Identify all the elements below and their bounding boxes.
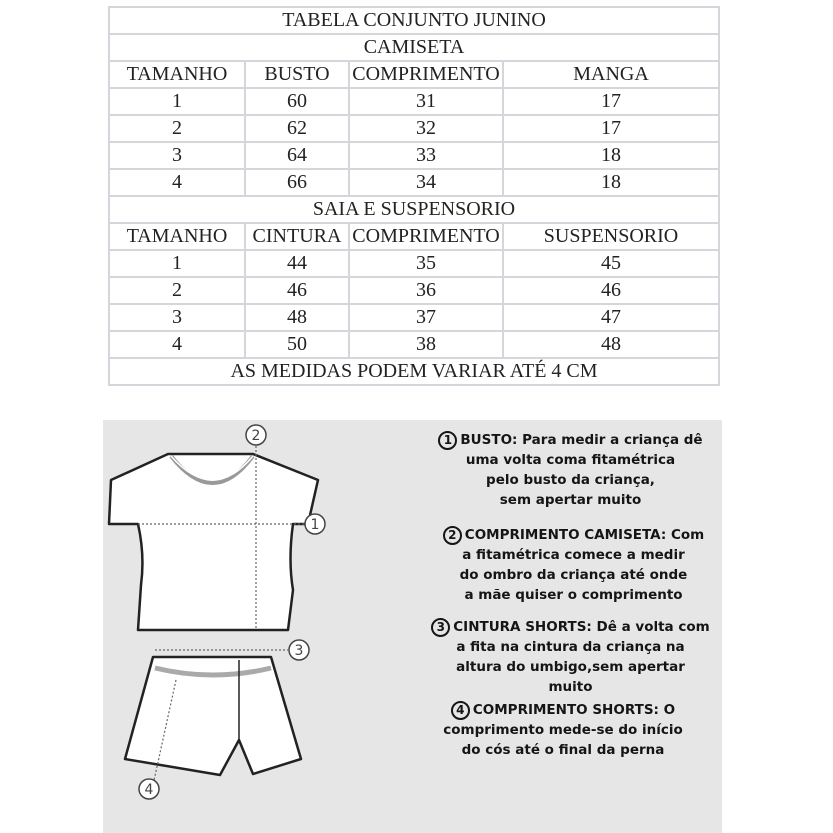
column-header: MANGA <box>503 61 719 88</box>
marker-1-label: 1 <box>310 517 320 533</box>
instruction-line: CINTURA SHORTS: Dê a volta com <box>453 619 710 635</box>
table-row <box>109 88 719 115</box>
measurement-guide-panel <box>103 420 722 833</box>
table-row <box>109 250 719 277</box>
instruction-line: sem apertar muito <box>499 492 642 508</box>
number-3-icon: 3 <box>431 618 450 637</box>
table-cell: 47 <box>503 304 719 331</box>
column-header: BUSTO <box>245 61 349 88</box>
instruction-line: COMPRIMENTO CAMISETA: Com <box>464 527 705 543</box>
table-row <box>109 115 719 142</box>
shirt-section-label: CAMISETA <box>109 34 719 61</box>
instruction-line: altura do umbigo,sem apertar <box>456 659 685 675</box>
number-1-icon: 1 <box>438 431 457 450</box>
instruction-line: a fita na cintura da criança na <box>456 639 685 655</box>
table-cell: 33 <box>349 142 503 169</box>
table-cell: 60 <box>245 88 349 115</box>
table-cell: 4 <box>109 331 245 358</box>
column-header: TAMANHO <box>109 223 245 250</box>
instruction-line: a mãe quiser o comprimento <box>464 587 683 603</box>
table-cell: 31 <box>349 88 503 115</box>
table-cell: 1 <box>109 88 245 115</box>
table-footnote: AS MEDIDAS PODEM VARIAR ATÉ 4 CM <box>109 358 719 385</box>
instruction-line: uma volta coma fitamétrica <box>465 452 676 468</box>
shirt-header-row <box>109 61 719 88</box>
instruction-waist <box>413 617 728 697</box>
table-cell: 3 <box>109 142 245 169</box>
table-cell: 17 <box>503 88 719 115</box>
marker-4-label: 4 <box>144 782 154 798</box>
table-cell: 2 <box>109 277 245 304</box>
table-cell: 2 <box>109 115 245 142</box>
table-cell: 32 <box>349 115 503 142</box>
table-cell: 38 <box>349 331 503 358</box>
table-cell: 44 <box>245 250 349 277</box>
table-row <box>109 169 719 196</box>
marker-2 <box>246 425 266 445</box>
table-row <box>109 304 719 331</box>
instruction-shorts-length <box>413 700 713 760</box>
table-cell: 48 <box>503 331 719 358</box>
table-cell: 62 <box>245 115 349 142</box>
instruction-line: comprimento mede-se do início <box>443 722 683 738</box>
instruction-line: pelo busto da criança, <box>486 472 655 488</box>
instruction-line: muito <box>548 679 593 695</box>
table-cell: 48 <box>245 304 349 331</box>
column-header: SUSPENSORIO <box>503 223 719 250</box>
table-cell: 66 <box>245 169 349 196</box>
instruction-line: do ombro da criança até onde <box>459 567 688 583</box>
table-cell: 50 <box>245 331 349 358</box>
table-cell: 4 <box>109 169 245 196</box>
number-4-icon: 4 <box>451 701 470 720</box>
marker-1 <box>305 514 325 534</box>
table-cell: 46 <box>245 277 349 304</box>
skirt-header-row <box>109 223 719 250</box>
instruction-shirt-length <box>421 525 726 605</box>
table-title: TABELA CONJUNTO JUNINO <box>109 7 719 34</box>
column-header: COMPRIMENTO <box>349 223 503 250</box>
table-cell: 64 <box>245 142 349 169</box>
column-header: COMPRIMENTO <box>349 61 503 88</box>
instruction-bust <box>413 430 728 510</box>
marker-3-label: 3 <box>294 643 304 659</box>
number-2-icon: 2 <box>443 526 462 545</box>
table-cell: 37 <box>349 304 503 331</box>
table-cell: 18 <box>503 142 719 169</box>
table-cell: 45 <box>503 250 719 277</box>
skirt-section-label: SAIA E SUSPENSORIO <box>109 196 719 223</box>
table-row <box>109 142 719 169</box>
table-cell: 1 <box>109 250 245 277</box>
table-cell: 17 <box>503 115 719 142</box>
marker-3 <box>289 640 309 660</box>
marker-2-label: 2 <box>251 428 261 444</box>
instruction-line: BUSTO: Para medir a criança dê <box>460 432 703 448</box>
instruction-line: COMPRIMENTO SHORTS: O <box>472 702 676 718</box>
table-row <box>109 331 719 358</box>
table-cell: 34 <box>349 169 503 196</box>
instruction-line: do cós até o final da perna <box>461 742 665 758</box>
marker-4 <box>139 779 159 799</box>
instruction-line: a fitamétrica comece a medir <box>462 547 685 563</box>
table-cell: 3 <box>109 304 245 331</box>
table-cell: 35 <box>349 250 503 277</box>
size-table <box>108 6 720 386</box>
column-header: TAMANHO <box>109 61 245 88</box>
table-cell: 46 <box>503 277 719 304</box>
table-row <box>109 277 719 304</box>
column-header: CINTURA <box>245 223 349 250</box>
table-cell: 18 <box>503 169 719 196</box>
table-cell: 36 <box>349 277 503 304</box>
